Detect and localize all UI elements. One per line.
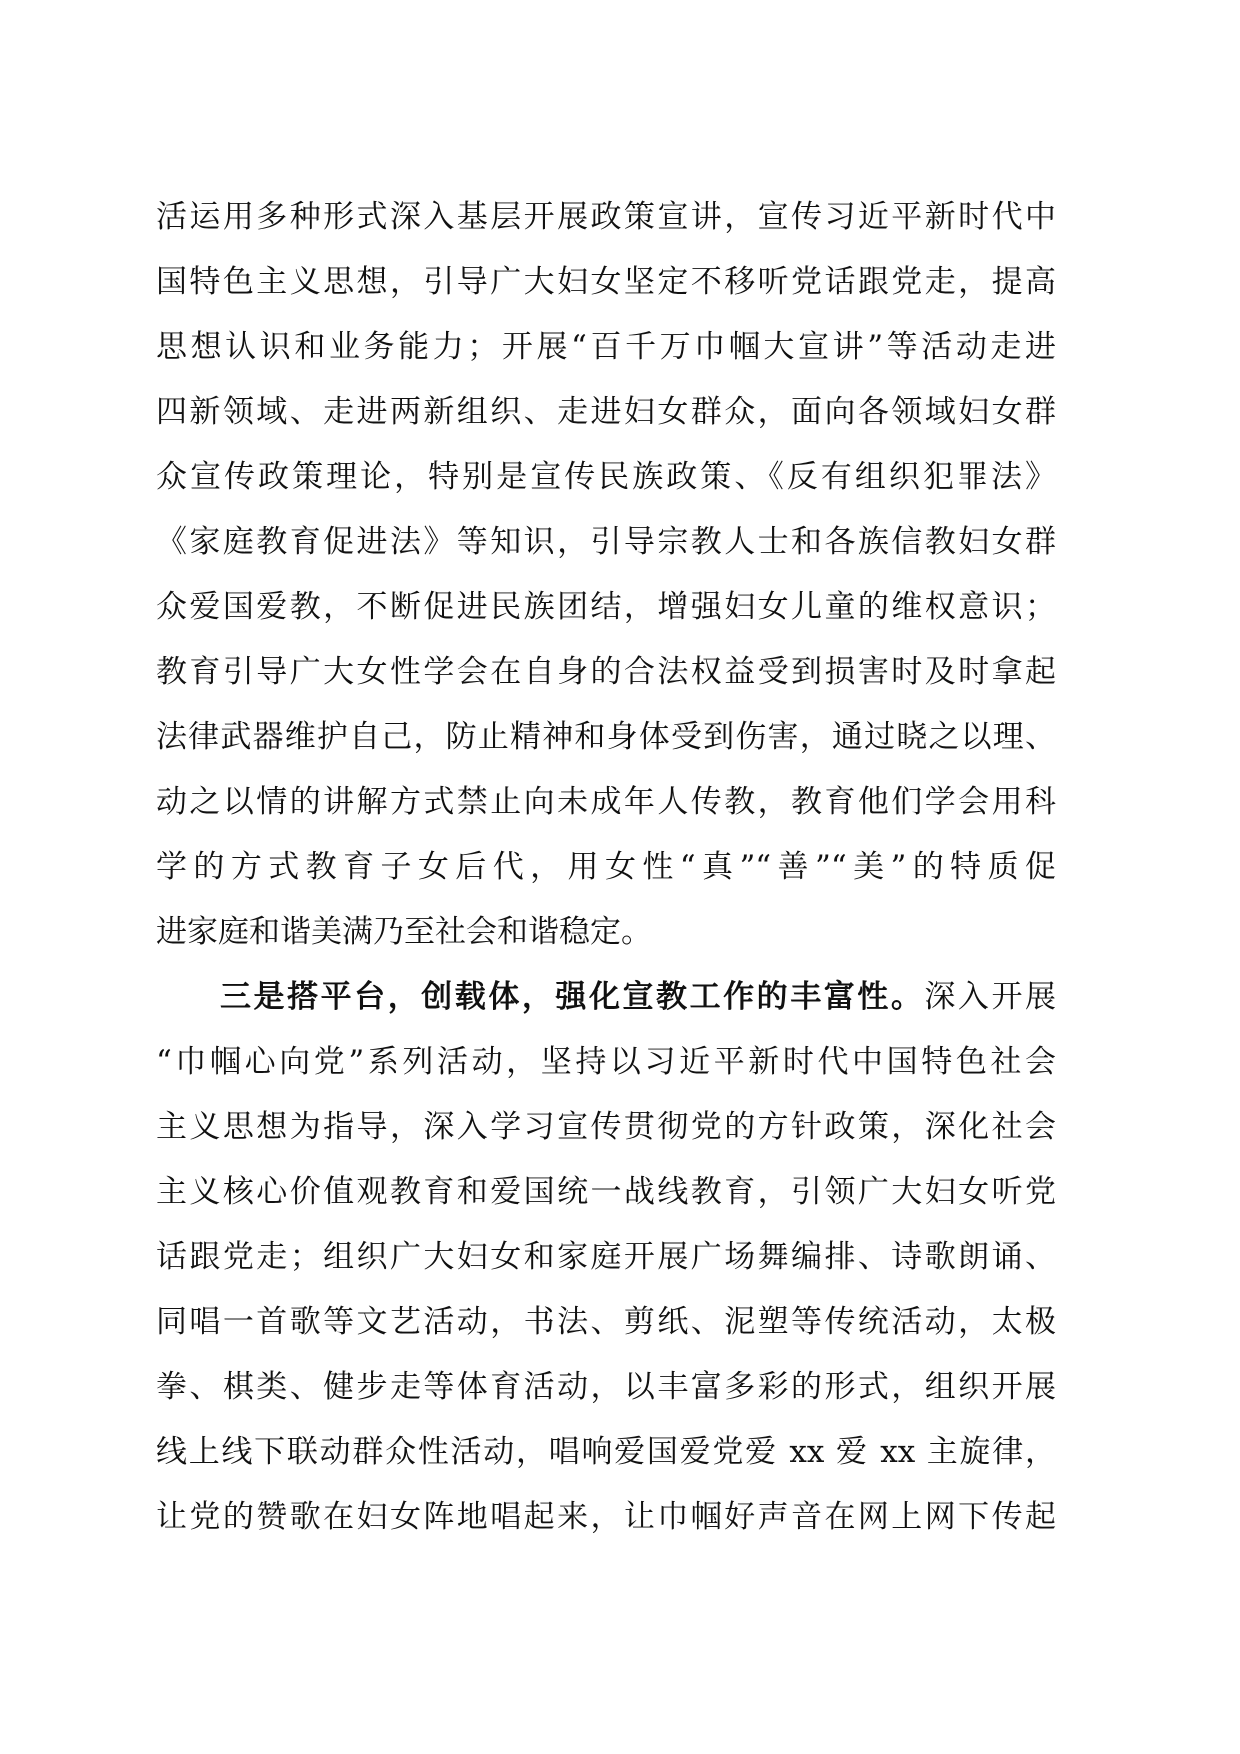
paragraph-1-line-10: 动之以情的讲解方式禁止向未成年人传教，教育他们学会用科 bbox=[156, 784, 1056, 820]
paragraph-2-line-7: 拳、棋类、健步走等体育活动，以丰富多彩的形式，组织开展 bbox=[156, 1369, 1056, 1405]
paragraph-2-first-rest: 深入开展 bbox=[924, 979, 1056, 1015]
paragraph-1-line-12: 进家庭和谐美满乃至社会和谐稳定。 bbox=[156, 914, 652, 950]
paragraph-1-line-11: 学的方式教育子女后代，用女性“真”“善”“美”的特质促 bbox=[156, 849, 1056, 885]
paragraph-1-line-8: 教育引导广大女性学会在自身的合法权益受到损害时及时拿起 bbox=[156, 654, 1056, 690]
paragraph-1-line-5: 众宣传政策理论，特别是宣传民族政策、《反有组织犯罪法》 bbox=[156, 459, 1056, 495]
paragraph-2-heading: 三是搭平台，创载体，强化宣教工作的丰富性。 bbox=[220, 979, 925, 1015]
paragraph-2-line-3: 主义思想为指导，深入学习宣传贯彻党的方针政策，深化社会 bbox=[156, 1109, 1056, 1145]
paragraph-1-line-3: 思想认识和业务能力；开展“百千万巾帼大宣讲”等活动走进 bbox=[156, 329, 1056, 365]
paragraph-2-first-line bbox=[156, 965, 1056, 1030]
paragraph-2-line-6: 同唱一首歌等文艺活动，书法、剪纸、泥塑等传统活动，太极 bbox=[156, 1304, 1056, 1340]
paragraph-2-line-5: 话跟党走；组织广大妇女和家庭开展广场舞编排、诗歌朗诵、 bbox=[156, 1239, 1056, 1275]
paragraph-1-line-6: 《家庭教育促进法》等知识，引导宗教人士和各族信教妇女群 bbox=[156, 524, 1056, 560]
paragraph-2-line-9: 让党的赞歌在妇女阵地唱起来，让巾帼好声音在网上网下传起 bbox=[156, 1499, 1056, 1535]
paragraph-1-line-9: 法律武器维护自己，防止精神和身体受到伤害，通过晓之以理、 bbox=[156, 719, 1056, 755]
paragraph-1-line-1: 活运用多种形式深入基层开展政策宣讲，宣传习近平新时代中 bbox=[156, 199, 1056, 235]
paragraph-2-line-8: 线上线下联动群众性活动，唱响爱国爱党爱 xx 爱 xx 主旋律， bbox=[156, 1434, 1056, 1470]
document-body bbox=[156, 185, 1056, 1550]
paragraph-1-line-4: 四新领域、走进两新组织、走进妇女群众，面向各领域妇女群 bbox=[156, 394, 1056, 430]
paragraph-2-line-2: “巾帼心向党”系列活动，坚持以习近平新时代中国特色社会 bbox=[156, 1044, 1056, 1080]
paragraph-2-line-4: 主义核心价值观教育和爱国统一战线教育，引领广大妇女听党 bbox=[156, 1174, 1056, 1210]
paragraph-1-line-2: 国特色主义思想，引导广大妇女坚定不移听党话跟党走，提高 bbox=[156, 264, 1056, 300]
paragraph-1-line-7: 众爱国爱教，不断促进民族团结，增强妇女儿童的维权意识； bbox=[156, 589, 1056, 625]
